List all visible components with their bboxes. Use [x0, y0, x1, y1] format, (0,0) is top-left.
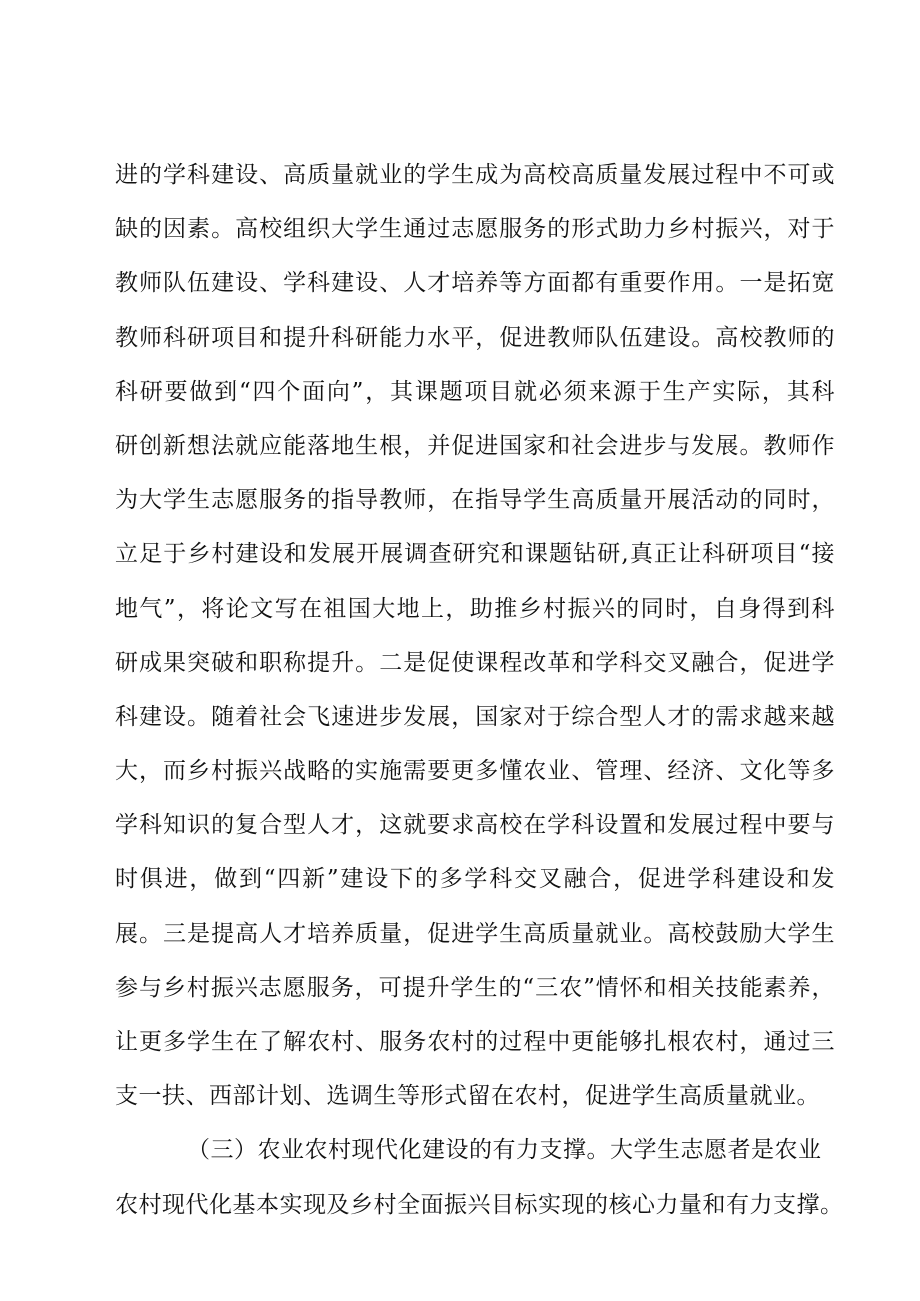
text-line: 地气”，将论文写在祖国大地上，助推乡村振兴的同时，自身得到科 [115, 595, 835, 622]
text-line: 科研要做到“四个面向”，其课题项目就必须来源于生产实际，其科 [115, 378, 835, 405]
text-line: 农村现代化基本实现及乡村全面振兴目标实现的核心力量和有力支撑。 [115, 1191, 844, 1218]
text-line: 参与乡村振兴志愿服务，可提升学生的“三农”情怀和相关技能素养， [115, 974, 835, 1001]
body-text [115, 148, 844, 1232]
text-line: 科建设。随着社会飞速进步发展，国家对于综合型人才的需求越来越 [115, 703, 835, 730]
text-line: 教师队伍建设、学科建设、人才培养等方面都有重要作用。一是拓宽 [115, 270, 835, 297]
text-line: 缺的因素。高校组织大学生通过志愿服务的形式助力乡村振兴，对于 [115, 216, 835, 243]
text-line: 研成果突破和职称提升。二是促使课程改革和学科交叉融合，促进学 [115, 649, 835, 676]
text-line: 教师科研项目和提升科研能力水平，促进教师队伍建设。高校教师的 [115, 324, 835, 351]
text-line: 进的学科建设、高质量就业的学生成为高校高质量发展过程中不可或 [115, 162, 835, 188]
text-line: 立足于乡村建设和发展开展调查研究和课题钻研,真正让科研项目“接 [115, 541, 835, 568]
text-line: 研创新想法就应能落地生根，并促进国家和社会进步与发展。教师作 [115, 432, 835, 459]
text-line: 展。三是提高人才培养质量，促进学生高质量就业。高校鼓励大学生 [115, 920, 835, 947]
text-line: 让更多学生在了解农村、服务农村的过程中更能够扎根农村，通过三 [115, 1029, 835, 1055]
text-line: 大，而乡村振兴战略的实施需要更多懂农业、管理、经济、文化等多 [115, 758, 835, 785]
section-heading-line: （三）农业农村现代化建设的有力支撑。大学生志愿者是农业 [187, 1137, 822, 1164]
text-line: 时俱进，做到“四新”建设下的多学科交叉融合，促进学科建设和发 [115, 866, 835, 893]
text-line: 支一扶、西部计划、选调生等形式留在农村，促进学生高质量就业。 [115, 1083, 820, 1110]
text-line: 为大学生志愿服务的指导教师，在指导学生高质量开展活动的同时， [115, 487, 835, 514]
text-line: 学科知识的复合型人才，这就要求高校在学科设置和发展过程中要与 [115, 812, 835, 839]
